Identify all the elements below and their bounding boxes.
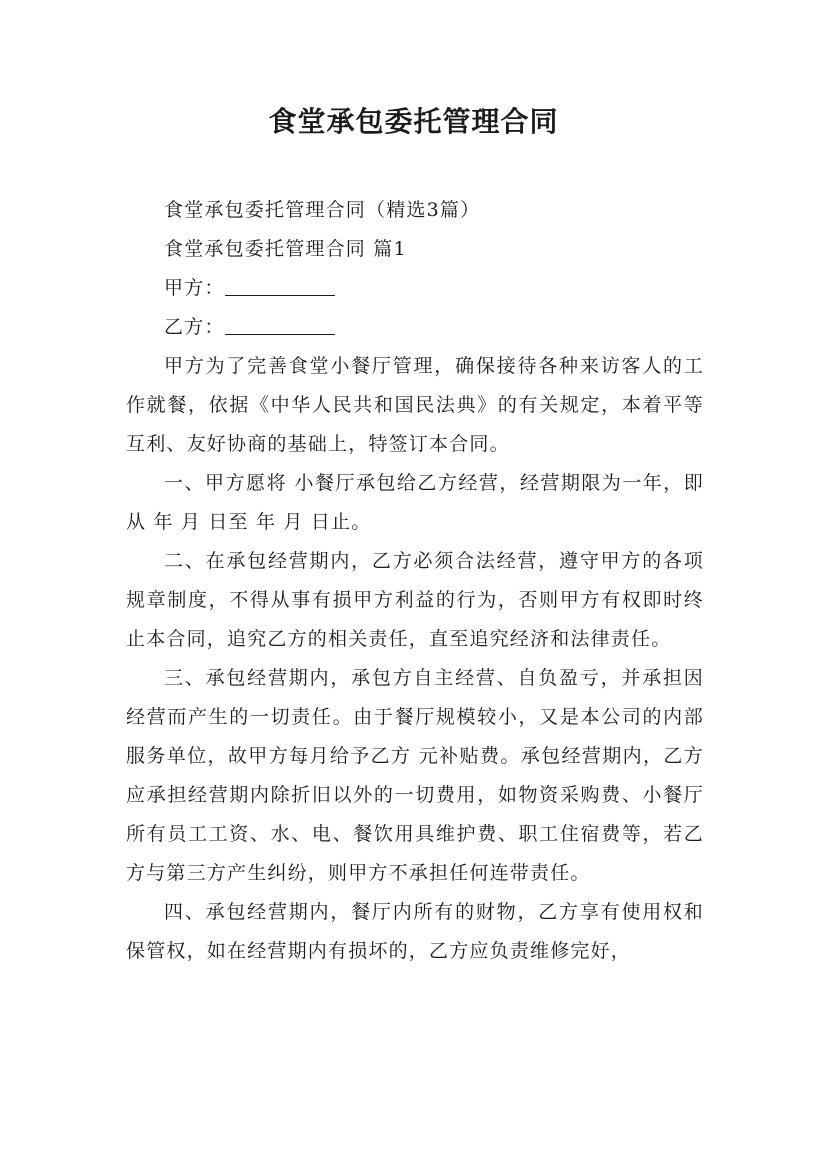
paragraph-clause-2: 二、在承包经营期内，乙方必须合法经营，遵守甲方的各项规章制度，不得从事有损甲方利益的行为，否则甲方有权即时终止本合同，追究乙方的相关责任，直至追究经济和法律责任。 [126, 550, 704, 650]
document-subtitle: 食堂承包委托管理合同（精选3篇） [164, 199, 481, 221]
party-a-label: 甲方： [164, 277, 225, 299]
document-title: 食堂承包委托管理合同 [268, 105, 559, 138]
party-b-blank [225, 316, 335, 335]
paragraph-preamble: 甲方为了完善食堂小餐厅管理，确保接待各种来访客人的工作就餐，依据《中华人民共和国民法典》的有关规定，本着平等互利、友好协商的基础上，特签订本合同。 [126, 355, 704, 455]
paragraph-clause-4: 四、承包经营期内，餐厅内所有的财物，乙方享有使用权和保管权，如在经营期内有损坏的，乙方应负责维修完好， [126, 901, 704, 962]
section-heading: 食堂承包委托管理合同 篇1 [164, 238, 407, 260]
party-a-line [126, 269, 704, 308]
paragraph-clause-3: 三、承包经营期内，承包方自主经营、自负盈亏，并承担因经营而产生的一切责任。由于餐厅规模较小，又是本公司的内部服务单位，故甲方每月给予乙方 元补贴费。承包经营期内，乙方应承担经营期内除折旧以外的一切费用，如物资采购费、小餐厅所有员工工资、水、电、餐饮用具维护费、职工住宿费等，若乙方与第三方产生纠纷，则甲方不承担任何连带责任。 [126, 667, 704, 884]
party-b-line [126, 308, 704, 347]
document-body [126, 191, 704, 971]
party-a-blank [225, 277, 335, 296]
paragraph-clause-1: 一、甲方愿将 小餐厅承包给乙方经营，经营期限为一年，即从 年 月 日至 年 月 日止。 [126, 472, 704, 533]
party-b-label: 乙方： [164, 316, 225, 338]
